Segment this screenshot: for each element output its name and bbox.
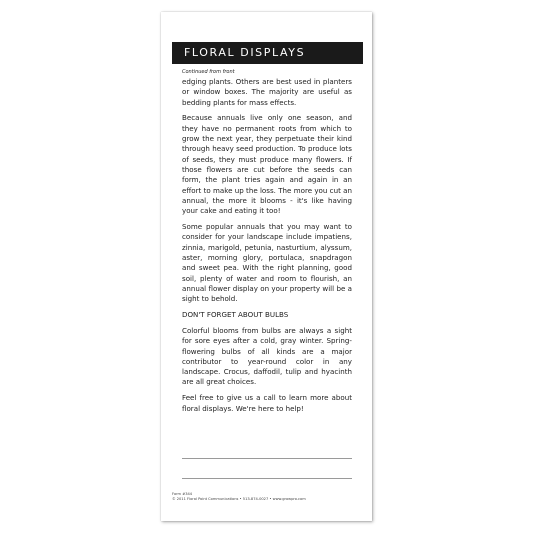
- write-in-line-2: [182, 478, 352, 479]
- paragraph-annuals: Because annuals live only one season, and they have no permanent roots from which to grow the next year, they perpetuate their kind through heavy seed production. To produce lots of seeds, they must produce many flowers. If those flowers are cut before the seeds can form, the plant tries again and again in an effort to make up the loss. The more you cut an annual, the more it blooms - it's like having your cake and eating it too!: [182, 113, 352, 216]
- bulbs-subheading: DON'T FORGET ABOUT BULBS: [182, 310, 289, 320]
- paragraph-bulbs: Colorful blooms from bulbs are always a sight for sore eyes after a cold, gray winter. Spring-flowering bulbs of all kinds are a major contributor to year-round color in any landscape. Crocus, daffodil, tulip and hyacinth are all great choices.: [182, 325, 352, 387]
- card-body: [182, 69, 352, 419]
- paragraph-edging: edging plants. Others are best used in planters or window boxes. The majority are useful as bedding plants for mass effects.: [182, 77, 352, 107]
- write-in-line-1: [182, 458, 352, 459]
- continued-note: Continued from front: [182, 69, 235, 75]
- paragraph-popular-annuals: Some popular annuals that you may want to consider for your landscape include impatiens, zinnia, marigold, petunia, nasturtium, alyssum, aster, morning glory, portulaca, snapdragon and sweet pea. With the right planning, good soil, plenty of water and room to flourish, an annual flower display on your property will be a sight to behold.: [182, 222, 352, 304]
- card-title: FLORAL DISPLAYS: [172, 42, 363, 64]
- copyright-line: © 2011 Floral Point Communications • 513-874-0027 • www.growpro.com: [172, 497, 306, 501]
- card-footer: [172, 492, 363, 502]
- paragraph-closing: Feel free to give us a call to learn more about floral displays. We're here to help!: [182, 393, 352, 413]
- floral-displays-card: [161, 12, 372, 521]
- form-number: Form #344: [172, 492, 193, 496]
